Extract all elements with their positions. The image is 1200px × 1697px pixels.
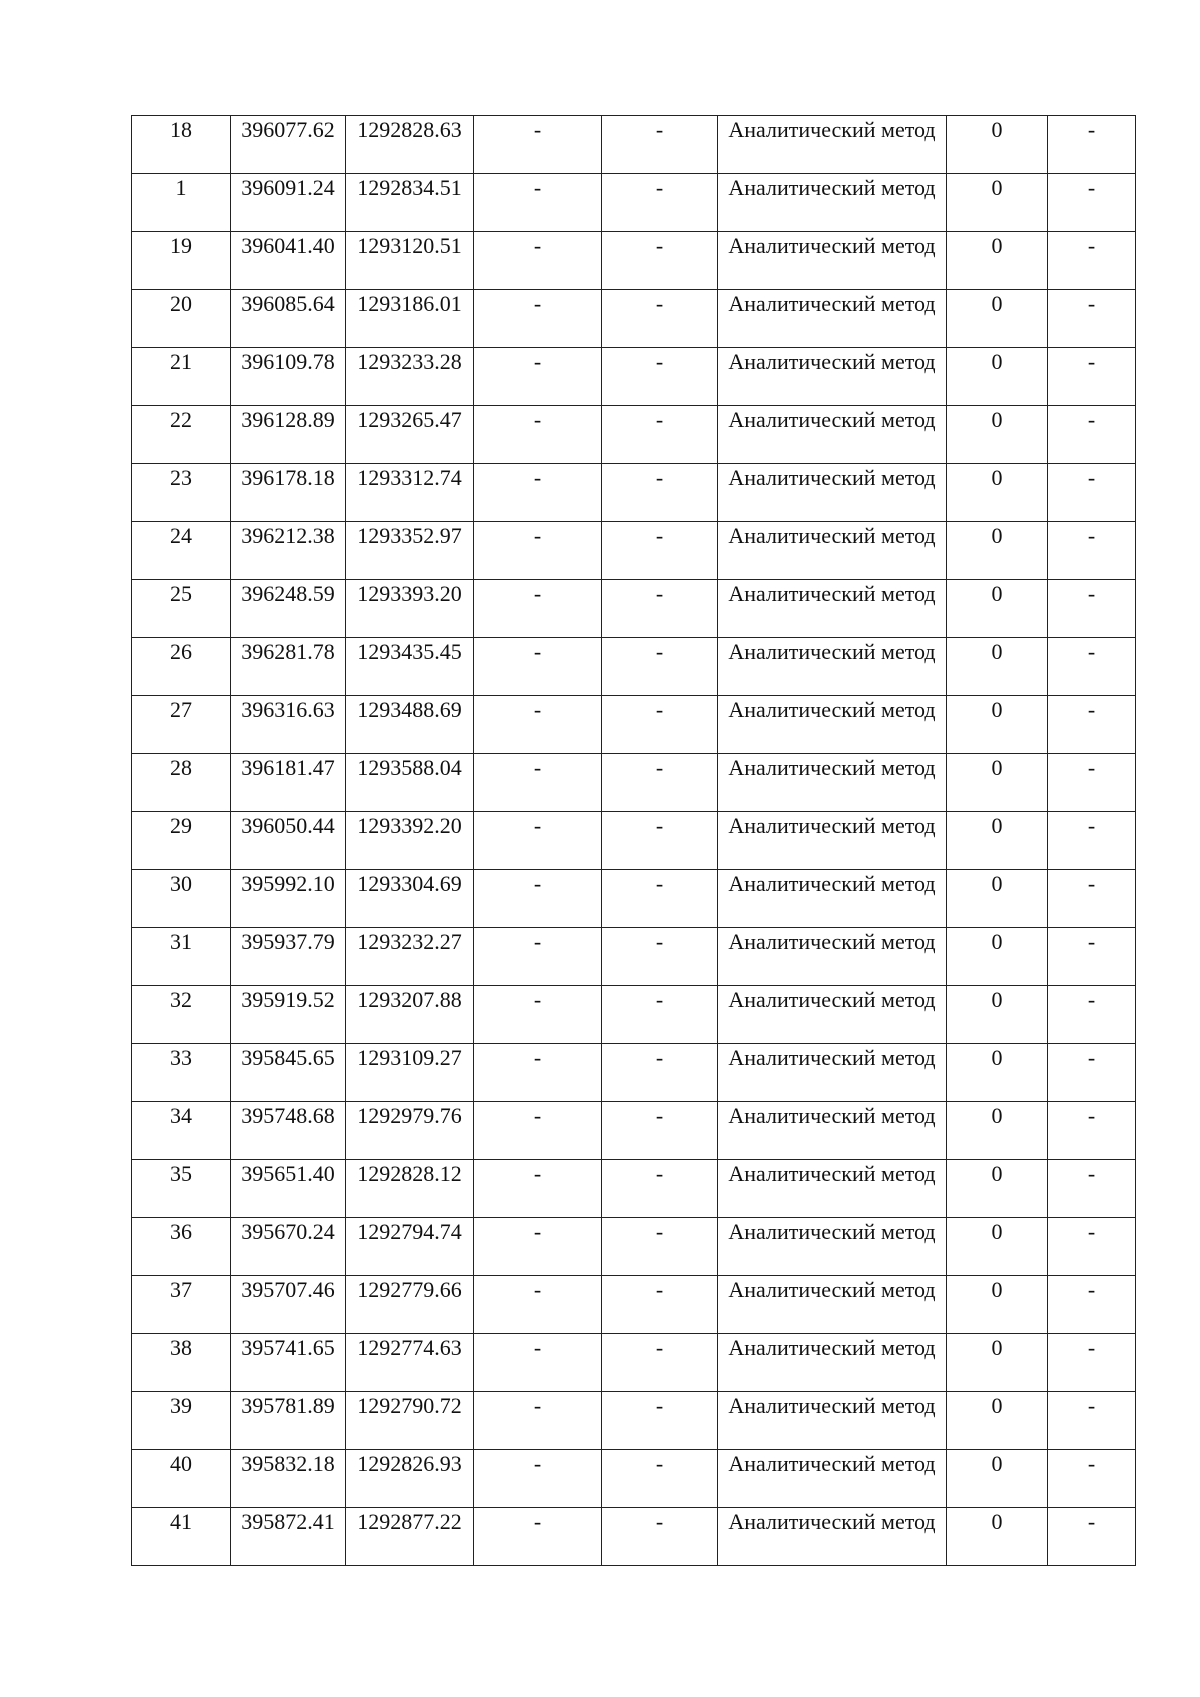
empty-value-cell: -	[1048, 174, 1136, 232]
accuracy-cell: 0	[947, 986, 1048, 1044]
empty-value-cell: -	[602, 1276, 718, 1334]
point-number-cell: 41	[132, 1508, 231, 1566]
accuracy-cell: 0	[947, 638, 1048, 696]
empty-value-cell: -	[474, 580, 602, 638]
method-cell: Аналитический метод	[718, 1160, 947, 1218]
y-coordinate-cell: 1292794.74	[346, 1218, 474, 1276]
y-coordinate-cell: 1293186.01	[346, 290, 474, 348]
empty-value-cell: -	[1048, 406, 1136, 464]
y-coordinate-cell: 1293109.27	[346, 1044, 474, 1102]
empty-value-cell: -	[1048, 1160, 1136, 1218]
point-number-cell: 24	[132, 522, 231, 580]
y-coordinate-cell: 1293393.20	[346, 580, 474, 638]
table-row	[132, 290, 1136, 348]
method-cell: Аналитический метод	[718, 986, 947, 1044]
accuracy-cell: 0	[947, 1044, 1048, 1102]
x-coordinate-cell: 395651.40	[231, 1160, 346, 1218]
method-cell: Аналитический метод	[718, 638, 947, 696]
point-number-cell: 28	[132, 754, 231, 812]
point-number-cell: 32	[132, 986, 231, 1044]
y-coordinate-cell: 1293312.74	[346, 464, 474, 522]
accuracy-cell: 0	[947, 1392, 1048, 1450]
empty-value-cell: -	[474, 696, 602, 754]
empty-value-cell: -	[602, 1508, 718, 1566]
empty-value-cell: -	[474, 1102, 602, 1160]
empty-value-cell: -	[602, 1044, 718, 1102]
empty-value-cell: -	[1048, 812, 1136, 870]
method-cell: Аналитический метод	[718, 1218, 947, 1276]
point-number-cell: 19	[132, 232, 231, 290]
x-coordinate-cell: 396181.47	[231, 754, 346, 812]
y-coordinate-cell: 1292774.63	[346, 1334, 474, 1392]
point-number-cell: 31	[132, 928, 231, 986]
table-row	[132, 928, 1136, 986]
y-coordinate-cell: 1292779.66	[346, 1276, 474, 1334]
empty-value-cell: -	[1048, 290, 1136, 348]
table-row	[132, 1218, 1136, 1276]
point-number-cell: 34	[132, 1102, 231, 1160]
empty-value-cell: -	[474, 1392, 602, 1450]
empty-value-cell: -	[602, 1160, 718, 1218]
empty-value-cell: -	[474, 464, 602, 522]
x-coordinate-cell: 396212.38	[231, 522, 346, 580]
accuracy-cell: 0	[947, 1276, 1048, 1334]
empty-value-cell: -	[1048, 116, 1136, 174]
table-row	[132, 754, 1136, 812]
x-coordinate-cell: 396077.62	[231, 116, 346, 174]
x-coordinate-cell: 396248.59	[231, 580, 346, 638]
accuracy-cell: 0	[947, 290, 1048, 348]
accuracy-cell: 0	[947, 870, 1048, 928]
table-row	[132, 174, 1136, 232]
point-number-cell: 40	[132, 1450, 231, 1508]
empty-value-cell: -	[474, 290, 602, 348]
empty-value-cell: -	[1048, 696, 1136, 754]
x-coordinate-cell: 396178.18	[231, 464, 346, 522]
empty-value-cell: -	[474, 870, 602, 928]
empty-value-cell: -	[1048, 1508, 1136, 1566]
y-coordinate-cell: 1292828.63	[346, 116, 474, 174]
y-coordinate-cell: 1293265.47	[346, 406, 474, 464]
empty-value-cell: -	[1048, 754, 1136, 812]
coordinates-table	[131, 115, 1136, 1566]
table-row	[132, 1334, 1136, 1392]
accuracy-cell: 0	[947, 812, 1048, 870]
accuracy-cell: 0	[947, 580, 1048, 638]
x-coordinate-cell: 395937.79	[231, 928, 346, 986]
y-coordinate-cell: 1293233.28	[346, 348, 474, 406]
method-cell: Аналитический метод	[718, 696, 947, 754]
accuracy-cell: 0	[947, 1508, 1048, 1566]
empty-value-cell: -	[474, 116, 602, 174]
point-number-cell: 21	[132, 348, 231, 406]
y-coordinate-cell: 1293435.45	[346, 638, 474, 696]
empty-value-cell: -	[1048, 928, 1136, 986]
x-coordinate-cell: 395992.10	[231, 870, 346, 928]
x-coordinate-cell: 396109.78	[231, 348, 346, 406]
y-coordinate-cell: 1293588.04	[346, 754, 474, 812]
method-cell: Аналитический метод	[718, 754, 947, 812]
y-coordinate-cell: 1293304.69	[346, 870, 474, 928]
empty-value-cell: -	[602, 870, 718, 928]
table-row	[132, 870, 1136, 928]
empty-value-cell: -	[602, 638, 718, 696]
table-row	[132, 812, 1136, 870]
empty-value-cell: -	[474, 1450, 602, 1508]
table-row	[132, 638, 1136, 696]
accuracy-cell: 0	[947, 348, 1048, 406]
method-cell: Аналитический метод	[718, 928, 947, 986]
table-row	[132, 522, 1136, 580]
empty-value-cell: -	[474, 754, 602, 812]
method-cell: Аналитический метод	[718, 116, 947, 174]
accuracy-cell: 0	[947, 232, 1048, 290]
table-row	[132, 1276, 1136, 1334]
table-row	[132, 1160, 1136, 1218]
table-row	[132, 1102, 1136, 1160]
empty-value-cell: -	[602, 290, 718, 348]
method-cell: Аналитический метод	[718, 1392, 947, 1450]
x-coordinate-cell: 395781.89	[231, 1392, 346, 1450]
point-number-cell: 38	[132, 1334, 231, 1392]
point-number-cell: 18	[132, 116, 231, 174]
empty-value-cell: -	[602, 580, 718, 638]
empty-value-cell: -	[602, 232, 718, 290]
empty-value-cell: -	[602, 1392, 718, 1450]
empty-value-cell: -	[602, 174, 718, 232]
x-coordinate-cell: 396085.64	[231, 290, 346, 348]
accuracy-cell: 0	[947, 116, 1048, 174]
accuracy-cell: 0	[947, 1450, 1048, 1508]
x-coordinate-cell: 395741.65	[231, 1334, 346, 1392]
x-coordinate-cell: 396050.44	[231, 812, 346, 870]
x-coordinate-cell: 395748.68	[231, 1102, 346, 1160]
empty-value-cell: -	[1048, 1334, 1136, 1392]
y-coordinate-cell: 1293488.69	[346, 696, 474, 754]
empty-value-cell: -	[1048, 1276, 1136, 1334]
point-number-cell: 30	[132, 870, 231, 928]
y-coordinate-cell: 1292828.12	[346, 1160, 474, 1218]
method-cell: Аналитический метод	[718, 812, 947, 870]
method-cell: Аналитический метод	[718, 464, 947, 522]
table-row	[132, 1450, 1136, 1508]
point-number-cell: 25	[132, 580, 231, 638]
empty-value-cell: -	[602, 464, 718, 522]
table-body	[132, 116, 1136, 1566]
accuracy-cell: 0	[947, 406, 1048, 464]
empty-value-cell: -	[1048, 870, 1136, 928]
y-coordinate-cell: 1292877.22	[346, 1508, 474, 1566]
empty-value-cell: -	[602, 754, 718, 812]
table-row	[132, 696, 1136, 754]
method-cell: Аналитический метод	[718, 1044, 947, 1102]
empty-value-cell: -	[474, 348, 602, 406]
method-cell: Аналитический метод	[718, 174, 947, 232]
accuracy-cell: 0	[947, 1102, 1048, 1160]
x-coordinate-cell: 396281.78	[231, 638, 346, 696]
method-cell: Аналитический метод	[718, 580, 947, 638]
empty-value-cell: -	[602, 348, 718, 406]
empty-value-cell: -	[474, 1044, 602, 1102]
empty-value-cell: -	[1048, 232, 1136, 290]
table-row	[132, 986, 1136, 1044]
point-number-cell: 39	[132, 1392, 231, 1450]
method-cell: Аналитический метод	[718, 870, 947, 928]
empty-value-cell: -	[602, 928, 718, 986]
method-cell: Аналитический метод	[718, 1508, 947, 1566]
empty-value-cell: -	[474, 812, 602, 870]
accuracy-cell: 0	[947, 464, 1048, 522]
x-coordinate-cell: 396091.24	[231, 174, 346, 232]
x-coordinate-cell: 395919.52	[231, 986, 346, 1044]
accuracy-cell: 0	[947, 174, 1048, 232]
y-coordinate-cell: 1293232.27	[346, 928, 474, 986]
accuracy-cell: 0	[947, 754, 1048, 812]
y-coordinate-cell: 1292826.93	[346, 1450, 474, 1508]
empty-value-cell: -	[602, 696, 718, 754]
y-coordinate-cell: 1292979.76	[346, 1102, 474, 1160]
table-row	[132, 1392, 1136, 1450]
empty-value-cell: -	[1048, 1218, 1136, 1276]
table-row	[132, 1508, 1136, 1566]
table-row	[132, 580, 1136, 638]
method-cell: Аналитический метод	[718, 232, 947, 290]
accuracy-cell: 0	[947, 1160, 1048, 1218]
y-coordinate-cell: 1293352.97	[346, 522, 474, 580]
point-number-cell: 36	[132, 1218, 231, 1276]
method-cell: Аналитический метод	[718, 406, 947, 464]
x-coordinate-cell: 395872.41	[231, 1508, 346, 1566]
point-number-cell: 29	[132, 812, 231, 870]
empty-value-cell: -	[474, 928, 602, 986]
accuracy-cell: 0	[947, 522, 1048, 580]
method-cell: Аналитический метод	[718, 290, 947, 348]
x-coordinate-cell: 395670.24	[231, 1218, 346, 1276]
method-cell: Аналитический метод	[718, 1450, 947, 1508]
point-number-cell: 22	[132, 406, 231, 464]
x-coordinate-cell: 395832.18	[231, 1450, 346, 1508]
table-row	[132, 232, 1136, 290]
x-coordinate-cell: 396128.89	[231, 406, 346, 464]
point-number-cell: 35	[132, 1160, 231, 1218]
empty-value-cell: -	[602, 1102, 718, 1160]
empty-value-cell: -	[1048, 348, 1136, 406]
point-number-cell: 26	[132, 638, 231, 696]
x-coordinate-cell: 396041.40	[231, 232, 346, 290]
empty-value-cell: -	[1048, 638, 1136, 696]
point-number-cell: 33	[132, 1044, 231, 1102]
accuracy-cell: 0	[947, 928, 1048, 986]
y-coordinate-cell: 1293120.51	[346, 232, 474, 290]
empty-value-cell: -	[602, 406, 718, 464]
y-coordinate-cell: 1292834.51	[346, 174, 474, 232]
y-coordinate-cell: 1292790.72	[346, 1392, 474, 1450]
empty-value-cell: -	[602, 1450, 718, 1508]
table-row	[132, 116, 1136, 174]
empty-value-cell: -	[474, 986, 602, 1044]
empty-value-cell: -	[1048, 1102, 1136, 1160]
y-coordinate-cell: 1293207.88	[346, 986, 474, 1044]
y-coordinate-cell: 1293392.20	[346, 812, 474, 870]
empty-value-cell: -	[474, 1508, 602, 1566]
method-cell: Аналитический метод	[718, 1276, 947, 1334]
method-cell: Аналитический метод	[718, 1334, 947, 1392]
point-number-cell: 27	[132, 696, 231, 754]
table-row	[132, 464, 1136, 522]
x-coordinate-cell: 395845.65	[231, 1044, 346, 1102]
empty-value-cell: -	[474, 1334, 602, 1392]
empty-value-cell: -	[474, 638, 602, 696]
empty-value-cell: -	[1048, 1044, 1136, 1102]
empty-value-cell: -	[474, 406, 602, 464]
table-row	[132, 1044, 1136, 1102]
empty-value-cell: -	[1048, 464, 1136, 522]
empty-value-cell: -	[1048, 1392, 1136, 1450]
empty-value-cell: -	[602, 1218, 718, 1276]
empty-value-cell: -	[602, 812, 718, 870]
empty-value-cell: -	[602, 522, 718, 580]
method-cell: Аналитический метод	[718, 1102, 947, 1160]
table-row	[132, 406, 1136, 464]
method-cell: Аналитический метод	[718, 522, 947, 580]
empty-value-cell: -	[474, 522, 602, 580]
empty-value-cell: -	[602, 116, 718, 174]
empty-value-cell: -	[474, 1218, 602, 1276]
accuracy-cell: 0	[947, 1218, 1048, 1276]
empty-value-cell: -	[474, 174, 602, 232]
empty-value-cell: -	[1048, 580, 1136, 638]
x-coordinate-cell: 395707.46	[231, 1276, 346, 1334]
table-row	[132, 348, 1136, 406]
empty-value-cell: -	[474, 1276, 602, 1334]
point-number-cell: 1	[132, 174, 231, 232]
empty-value-cell: -	[474, 232, 602, 290]
empty-value-cell: -	[602, 1334, 718, 1392]
empty-value-cell: -	[1048, 1450, 1136, 1508]
empty-value-cell: -	[1048, 986, 1136, 1044]
x-coordinate-cell: 396316.63	[231, 696, 346, 754]
accuracy-cell: 0	[947, 1334, 1048, 1392]
point-number-cell: 23	[132, 464, 231, 522]
accuracy-cell: 0	[947, 696, 1048, 754]
empty-value-cell: -	[602, 986, 718, 1044]
empty-value-cell: -	[474, 1160, 602, 1218]
method-cell: Аналитический метод	[718, 348, 947, 406]
empty-value-cell: -	[1048, 522, 1136, 580]
point-number-cell: 20	[132, 290, 231, 348]
point-number-cell: 37	[132, 1276, 231, 1334]
